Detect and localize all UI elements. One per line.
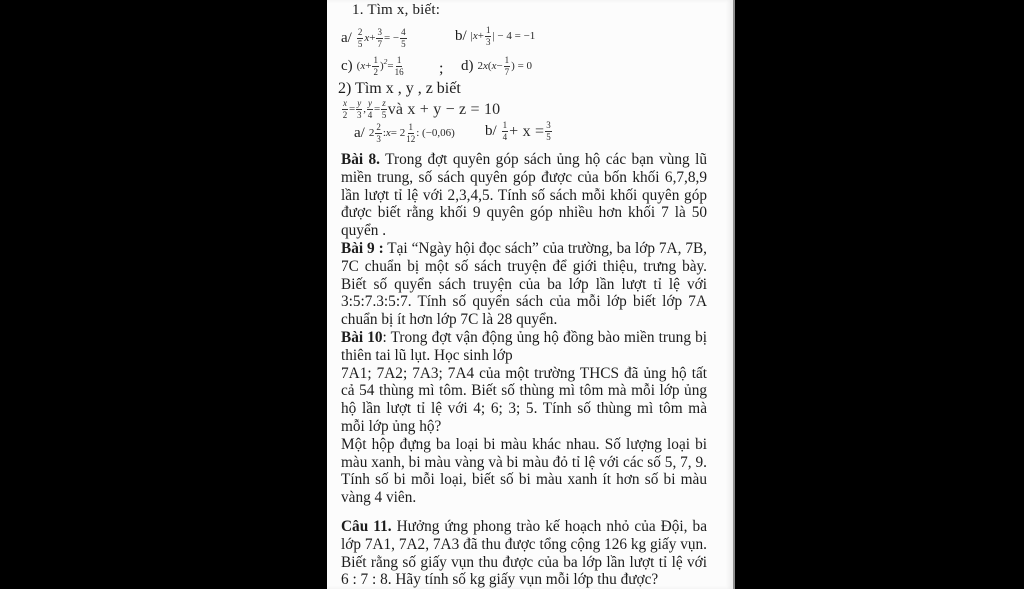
equation-label-a2: a/ bbox=[354, 125, 365, 141]
equation-row-1a bbox=[341, 28, 408, 49]
problem-bai10-text: : Trong đợt vận động ủng hộ đồng bào miền trung bị thiên tai lũ lụt. Học sinh lớp bbox=[341, 328, 707, 364]
part1-heading: 1. Tìm x, biết: bbox=[352, 2, 441, 18]
equation-row-2c bbox=[341, 56, 405, 77]
problem-bai9 bbox=[341, 240, 707, 329]
problem-marbles-text: Một hộp đựng ba loại bi màu khác nhau. Số lượng loại bi màu xanh, bi màu vàng và bi màu đỏ tỉ lệ với các số 5, 7, 9. Tính số bi mỗi loại, biết số bi màu xanh ít hơn số bi màu vàng 4 viên. bbox=[341, 435, 707, 507]
equation-a2: 2 $\frac{2}{3}$ : x = 2 $\frac{1}{12}$ : (−0,06) bbox=[368, 122, 455, 144]
equation-row-1b bbox=[455, 26, 535, 47]
equation-d1: 2 x ( x − $\frac{1}{7}$ ) = 0 bbox=[477, 55, 533, 77]
equation-label-a1: a/ bbox=[341, 30, 352, 46]
problem-bai10 bbox=[341, 329, 707, 365]
equation-row-2d bbox=[461, 56, 532, 77]
problem-cau11-label: Câu 11. bbox=[341, 517, 392, 535]
equation-label-b1: b/ bbox=[455, 28, 467, 44]
part2-heading: 2) Tìm x , y , z biết bbox=[338, 80, 461, 97]
equation-ratios: $\frac{x}{2}$ = $\frac{y}{3}$ , $\frac{y}{4}$ = $\frac{z}{5}$ và x + y − z = 10 bbox=[342, 98, 501, 120]
problem-cau11-text: Hưởng ứng phong trào kế hoạch nhỏ của Đội, ba lớp 7A1, 7A2, 7A3 đã thu được tổng cộng 126 kg giấy vụn. Biết rằng số giấy vụn thu được của ba lớp lần lượt tỉ lệ với 6 : 7 : 8. Hãy tính số kg giấy vụn mỗi lớp thu được? bbox=[341, 517, 707, 589]
problems-section bbox=[341, 151, 707, 589]
equation-separator: ; bbox=[439, 60, 444, 77]
equation-label-c1: c) bbox=[341, 58, 353, 74]
problem-bai9-label: Bài 9 : bbox=[341, 239, 384, 257]
equation-a1: $\frac{2}{5}$ x + $\frac{3}{7}$ = − $\frac{4}{5}$ bbox=[357, 27, 406, 49]
equation-label-b2: b/ bbox=[485, 123, 497, 139]
worksheet-page bbox=[327, 0, 735, 589]
problem-bai8 bbox=[341, 151, 707, 240]
problem-bai10-label: Bài 10 bbox=[341, 328, 383, 346]
problem-bai8-label: Bài 8. bbox=[341, 151, 381, 168]
problem-bai10-part2 bbox=[341, 365, 707, 436]
equation-row-4b bbox=[485, 121, 553, 142]
problem-bai8-text: Trong đợt quyên góp sách ủng hộ các bạn vùng lũ miền trung, số sách quyên góp được của bốn khối 6,7,8,9 lần lượt tỉ lệ với 2,3,4,5. Tính số sách mỗi khối quyên góp được biết rằng khối 9 quyên góp nhiều hơn khối 7 là 50 quyển . bbox=[341, 151, 707, 240]
problem-bai10-text2: 7A1; 7A2; 7A3; 7A4 của một trường THCS đã ủng hộ tất cả 54 thùng mì tôm. Biết số thùng mì tôm mà mỗi lớp ủng hộ lần lượt tỉ lệ với 4; 6; 3; 5. Tính số thùng mì tôm mà mỗi lớp ủng hộ? bbox=[341, 364, 707, 435]
equation-b1: | x + $\frac{1}{3}$ | − 4 = −1 bbox=[470, 25, 536, 47]
equation-b2: $\frac{1}{4}$ + x = $\frac{3}{5}$ bbox=[502, 120, 551, 142]
equation-label-d1: d) bbox=[461, 58, 474, 74]
equation-row-4a bbox=[354, 123, 455, 144]
equation-c1: ( x + $\frac{1}{2}$ ) $^2$ = $\frac{1}{16}$ bbox=[356, 55, 404, 77]
problem-marbles bbox=[341, 436, 707, 507]
problem-bai9-text: Tại “Ngày hội đọc sách” của trường, ba lớp 7A, 7B, 7C chuẩn bị một số sách truyện để giới thiệu, trưng bày. Biết số quyển sách truyện của ba lớp lần lượt tỉ lệ với 3:5:7.3:5:7. Tính số quyển sách của mỗi lớp biết lớp 7A chuẩn bị ít hơn lớp 7C là 28 quyển. bbox=[341, 239, 707, 329]
problem-cau11 bbox=[341, 518, 707, 589]
equation-row-ratios bbox=[341, 99, 500, 120]
